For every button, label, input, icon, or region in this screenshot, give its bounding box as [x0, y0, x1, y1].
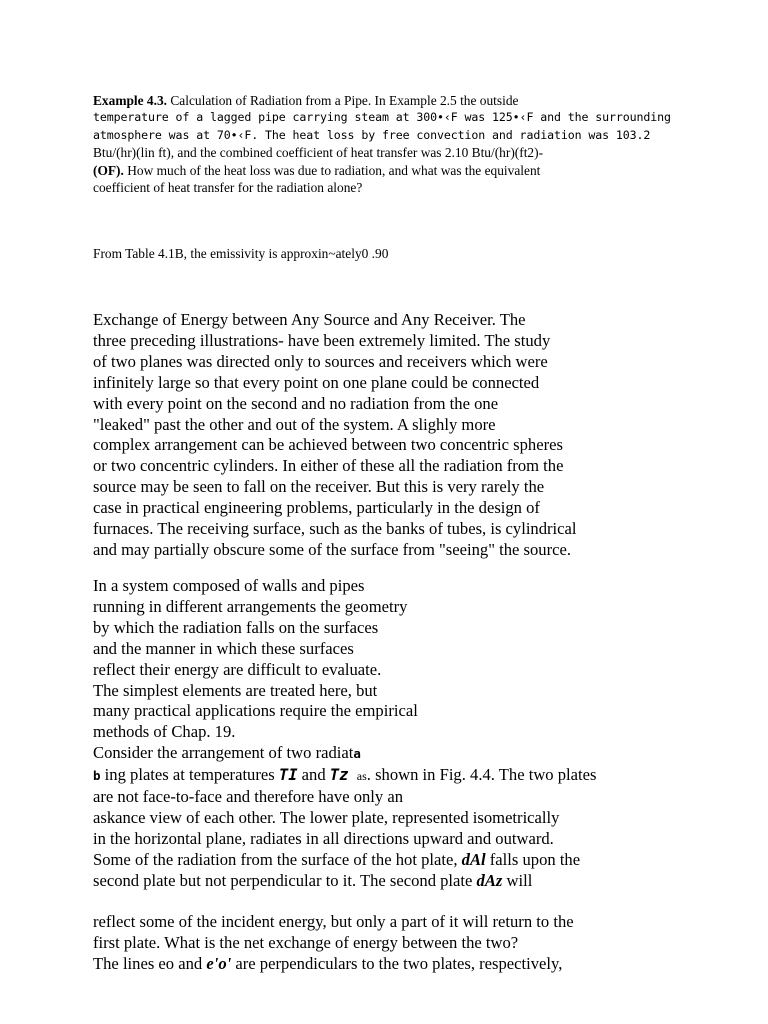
paragraph-line: furnaces. The receiving surface, such as the banks of tubes, is cylindrical	[93, 519, 577, 539]
paragraph-line: reflect some of the incident energy, but only a part of it will return to the	[93, 912, 574, 931]
paragraph-line-second-plate: second plate but not perpendicular to it. The second plate dAz will	[93, 870, 533, 890]
temperature-t1: TI	[278, 766, 298, 785]
paragraph-line: of two planes was directed only to sources and receivers which were	[93, 351, 548, 371]
paragraph-line: The simplest elements are treated here, but	[93, 680, 378, 700]
paragraph-line: source may be seen to fall on the receiver. But this is very rarely the	[93, 477, 545, 497]
paragraph-line: are not face-to-face and therefore have only an	[93, 787, 404, 807]
paragraph-line: In a system composed of walls and pipes	[93, 576, 365, 595]
area-da2: dAz	[476, 870, 503, 890]
paragraph-line: case in practical engineering problems, particularly in the design of	[93, 498, 540, 518]
paragraph-line: with every point on the second and no radiation from the one	[93, 393, 499, 413]
paragraph-line: and the manner in which these surfaces	[93, 638, 354, 658]
example-line-6: coefficient of heat transfer for the radiation alone?	[93, 180, 363, 196]
example-line-4: Btu/(hr)(lin ft), and the combined coefficient of heat transfer was 2.10 Btu/(hr)(ft2)-	[93, 145, 544, 161]
example-line-2: temperature of a lagged pipe carrying steam at 300•‹F was 125•‹F and the surrounding	[93, 110, 671, 125]
paragraph-line: reflect their energy are difficult to evaluate.	[93, 659, 382, 679]
line-eo-prime: e'o'	[206, 953, 232, 973]
paragraph-line-perpendiculars: The lines eo and e'o' are perpendiculars to the two plates, respectively,	[93, 953, 563, 973]
paragraph-line-consider: Consider the arrangement of two radiata	[93, 743, 361, 763]
temperature-t2: Tz	[329, 766, 349, 785]
paragraph-line: and may partially obscure some of the surface from "seeing" the source.	[93, 539, 572, 559]
paragraph-line: Exchange of Energy between Any Source and Any Receiver. The	[93, 310, 526, 329]
area-da1: dAl	[461, 849, 486, 869]
paragraph-line: askance view of each other. The lower plate, represented isometrically	[93, 807, 560, 827]
paragraph-line-hot-plate: Some of the radiation from the surface of the hot plate, dAl falls upon the	[93, 849, 581, 869]
paragraph-line: first plate. What is the net exchange of energy between the two?	[93, 932, 519, 952]
emissivity-line: From Table 4.1B, the emissivity is approxin~ately0 .90	[93, 246, 389, 261]
paragraph-line: three preceding illustrations- have been extremely limited. The study	[93, 330, 551, 350]
paragraph-line: methods of Chap. 19.	[93, 722, 236, 742]
paragraph-line: many practical applications require the empirical	[93, 701, 418, 721]
paragraph-line: or two concentric cylinders. In either of these all the radiation from the	[93, 456, 564, 476]
paragraph-line: infinitely large so that every point on one plane could be connected	[93, 372, 540, 392]
paragraph-line: "leaked" past the other and out of the system. A slighly more	[93, 414, 496, 434]
example-line-3: atmosphere was at 70•‹F. The heat loss by free convection and radiation was 103.2	[93, 127, 651, 142]
example-block	[93, 92, 671, 196]
paragraph-line: complex arrangement can be achieved between two concentric spheres	[93, 435, 563, 455]
paragraph-system-of-walls	[93, 576, 733, 892]
example-line-1: Example 4.3. Calculation of Radiation from a Pipe. In Example 2.5 the outside	[93, 93, 519, 108]
example-heading: Example 4.3.	[93, 93, 168, 108]
example-line-5: (OF). How much of the heat loss was due to radiation, and what was the equivalent	[93, 162, 541, 178]
paragraph-line: in the horizontal plane, radiates in all directions upward and outward.	[93, 828, 554, 848]
paragraph-exchange-of-energy	[93, 310, 733, 561]
paragraph-line: by which the radiation falls on the surfaces	[93, 617, 379, 637]
paragraph-line-temperatures: b ing plates at temperatures TI and Tz as. shown in Fig. 4.4. The two plates	[93, 765, 597, 785]
paragraph-reflect-energy	[93, 912, 733, 975]
paragraph-line: running in different arrangements the geometry	[93, 596, 408, 616]
